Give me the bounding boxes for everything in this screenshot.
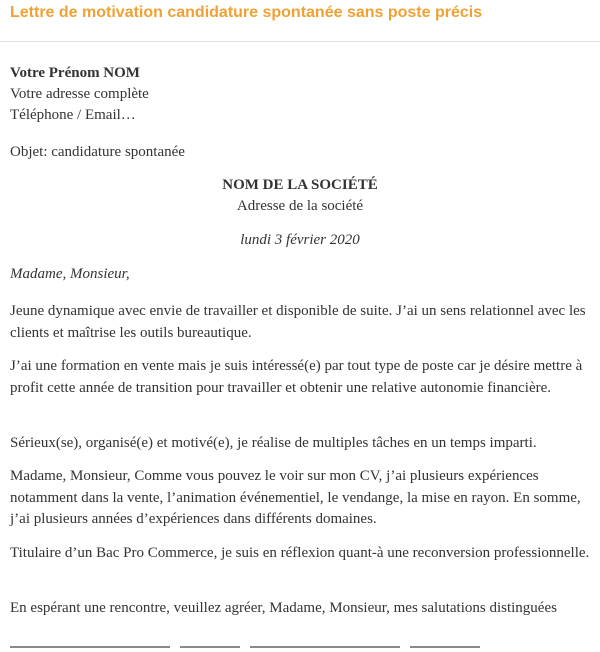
page-title: Lettre de motivation candidature spontanée sans poste précis xyxy=(10,4,483,21)
recipient-company: NOM DE LA SOCIÉTÉ xyxy=(222,177,378,193)
sender-contact: Téléphone / Email… xyxy=(10,107,136,123)
recipient-address: Adresse de la société xyxy=(236,198,364,214)
sender-name: Votre Prénom NOM xyxy=(10,65,140,81)
paragraph: Titulaire d’un Bac Pro Commerce, je suis en réflexion quant-à une reconversion professionnelle. xyxy=(10,545,590,561)
letter-subject: Objet: candidature spontanée xyxy=(10,144,185,160)
cropped-text-fragment xyxy=(0,646,600,652)
paragraph: J’ai une formation en vente mais je suis intéressé(e) par tout type de poste car je désire mettre à profit cette année de transition pour travailler et obtenir une relative autonomie financière. xyxy=(10,358,583,396)
paragraph: En espérant une rencontre, veuillez agréer, Madame, Monsieur, mes salutations distinguées xyxy=(10,600,557,616)
paragraph: Jeune dynamique avec envie de travailler et disponible de suite. J’ai un sens relationnel avec les clients et maîtrise les outils bureautique. xyxy=(10,303,586,341)
paragraph: Sérieux(se), organisé(e) et motivé(e), je réalise de multiples tâches en un temps imparti. xyxy=(10,435,537,451)
sender-address: Votre adresse complète xyxy=(10,86,149,102)
paragraph: Madame, Monsieur, Comme vous pouvez le voir sur mon CV, j’ai plusieurs expériences notamment dans la vente, l’animation événementiel, le vendange, la mise en rayon. En somme, j’ai plusieurs années d’expériences dans différents domaines. xyxy=(10,468,581,527)
title-divider xyxy=(0,41,600,42)
letter-date: lundi 3 février 2020 xyxy=(240,232,360,248)
letter-salutation: Madame, Monsieur, xyxy=(10,266,130,282)
